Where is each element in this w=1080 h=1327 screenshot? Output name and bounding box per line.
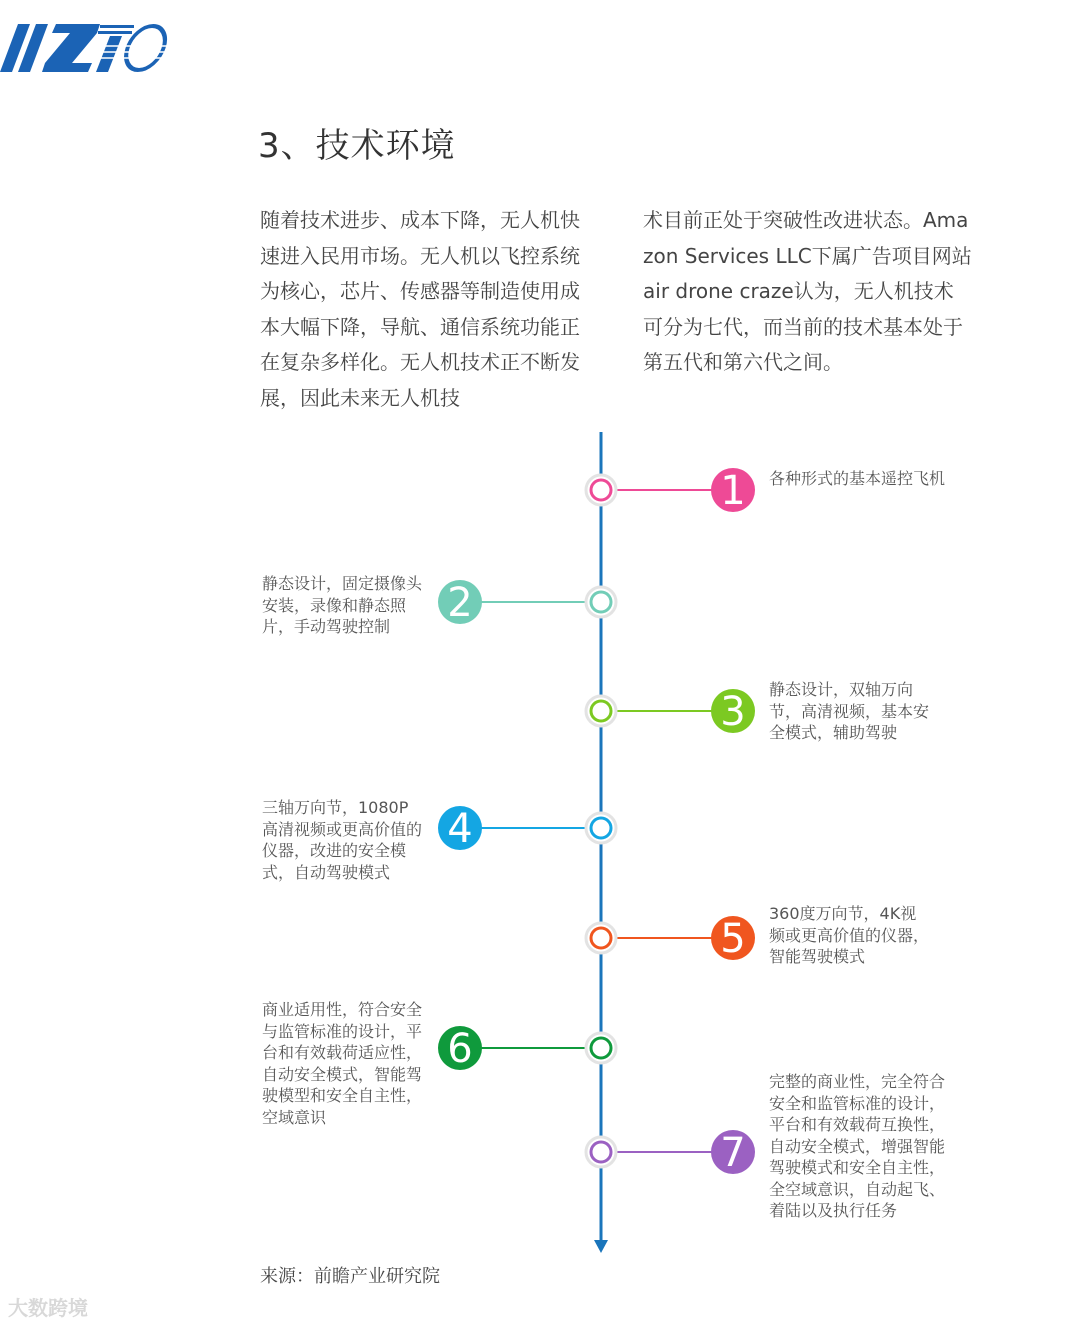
stage-node <box>591 480 611 500</box>
stage-description-7: 完整的商业性，完全符合安全和监管标准的设计，平台和有效载荷互换性，自动安全模式，增强智能驾驶模式和安全自主性，全空域意识，自动起飞、着陆以及执行任务 <box>769 1072 946 1220</box>
stage-node <box>591 701 611 721</box>
stage-number: 7 <box>720 1130 746 1176</box>
source-note: 来源：前瞻产业研究院 <box>260 1266 440 1287</box>
stage-node <box>591 1142 611 1162</box>
stage-description-1: 各种形式的基本遥控飞机 <box>769 469 946 488</box>
stage-number: 5 <box>720 916 746 962</box>
stage-number: 4 <box>447 806 473 852</box>
stage-node <box>591 592 611 612</box>
stage-description-4: 三轴万向节，1080P高清视频或更高价值的仪器，改进的安全模式，自动驾驶模式 <box>262 798 423 882</box>
watermark <box>8 1292 88 1321</box>
stage-description-3: 静态设计，双轴万向节，高清视频，基本安全模式，辅助驾驶 <box>769 680 930 742</box>
stage-description-6: 商业适用性，符合安全与监管标准的设计，平台和有效载荷适应性，自动安全模式，智能驾驶模型和安全自主性，空域意识 <box>262 1000 423 1127</box>
section-title: 3、技术环境 <box>258 126 456 166</box>
intro-paragraph-left: 随着技术进步、成本下降，无人机快速进入民用市场。无人机以飞控系统为核心，芯片、传感器等制造使用成本大幅下降，导航、通信系统功能正在复杂多样化。无人机技术正不断发展，因此未来无人机技 <box>260 208 580 410</box>
stage-node <box>591 928 611 948</box>
stage-number: 3 <box>720 689 746 735</box>
stage-node <box>591 1038 611 1058</box>
timeline-arrow <box>594 1240 608 1253</box>
intro-paragraph-right: 术目前正处于突破性改进状态。Amazon Services LLC下属广告项目网站air drone craze认为，无人机技术可分为七代，而当前的技术基本处于第五代和第六代之间。 <box>643 208 972 374</box>
watermark-text: 大数跨境 <box>8 1296 88 1320</box>
stage-number: 1 <box>720 468 746 514</box>
stage-node <box>591 818 611 838</box>
stage-number: 6 <box>447 1026 473 1072</box>
stage-number: 2 <box>447 580 473 626</box>
stage-description-2: 静态设计，固定摄像头安装，录像和静态照片，手动驾驶控制 <box>262 574 423 636</box>
stage-description-5: 360度万向节，4K视频或更高价值的仪器，智能驾驶模式 <box>769 904 930 966</box>
